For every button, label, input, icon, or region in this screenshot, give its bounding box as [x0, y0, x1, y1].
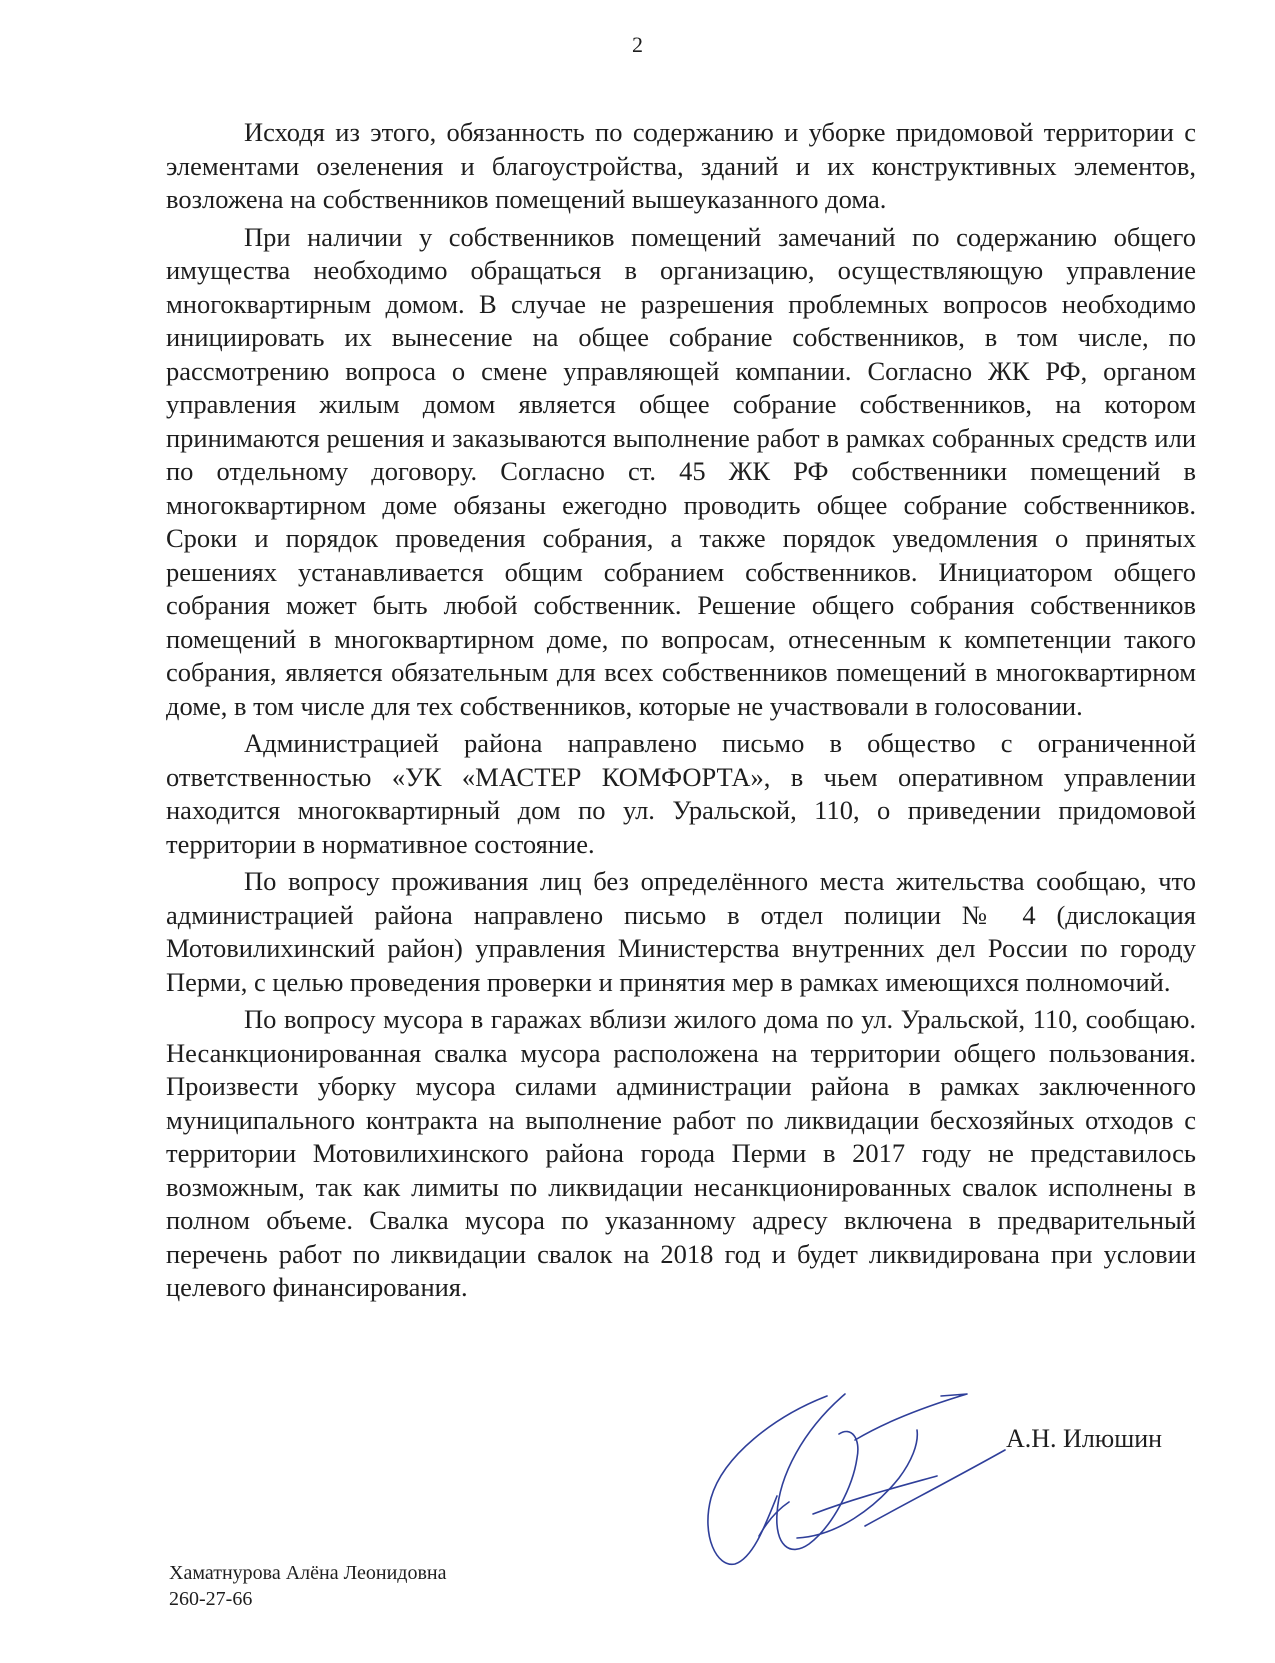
paragraph-owner-duty: Исходя из этого, обязанность по содержанию и уборке придомовой территории с элементами озеленения и благоустройства, зданий и их конструктивных элементов, возложена на собственников помещений вышеуказанного дома. [166, 117, 1196, 214]
paragraph-garbage-dump: По вопросу мусора в гаражах вблизи жилого дома по ул. Уральской, 110, сообщаю. Несанкционированная свалка мусора расположена на территории общего пользования. Произвести уборку мусора силами администрации района в рамках заключенного муниципального контракта на выполнение работ по ликвидации бесхозяйных отходов с территории Мотовилихинского района города Перми в 2017 году не представилось возможным, так как лимиты по ликвидации несанкционированных свалок исполнены в полном объеме. Свалка мусора по указанному адресу включена в предварительный перечень работ по ликвидации свалок на 2018 год и будет ликвидирована при условии целевого финансирования. [166, 1004, 1196, 1302]
executor-name: Хаматнурова Алёна Леонидовна [169, 1562, 447, 1584]
signer-name: А.Н. Илюшин [1006, 1424, 1163, 1453]
paragraph-general-meeting: При наличии у собственников помещений замечаний по содержанию общего имущества необходимо обращаться в организацию, осуществляющую управление многоквартирным домом. В случае не разрешения проблемных вопросов необходимо инициировать их вынесение на общее собрание собственников, в том числе, по рассмотрению вопроса о смене управляющей компании. Согласно ЖК РФ, органом управления жилым домом является общее собрание собственников, на котором принимаются решения и заказываются выполнение работ в рамках собранных средств или по отдельному договору. Согласно ст. 45 ЖК РФ собственники помещений в многоквартирном доме обязаны ежегодно проводить общее собрание собственников. Сроки и порядок проведения собрания, а также порядок уведомления о принятых решениях устанавливается общим собранием собственников. Инициатором общего собрания может быть любой собственник. Решение общего собрания собственников помещений в многоквартирном доме, по вопросам, отнесенным к компетенции такого собрания, является обязательным для всех собственников помещений в многоквартирном доме, в том числе для тех собственников, которые не участвовали в голосовании. [166, 221, 1196, 721]
page-number: 2 [632, 32, 643, 57]
executor-phone: 260-27-66 [169, 1588, 253, 1610]
handwritten-signature [705, 1386, 1025, 1576]
letter-body [166, 116, 1196, 1305]
paragraph-management-company-letter: Администрацией района направлено письмо в общество с ограниченной ответственностью «УК «МАСТЕР КОМФОРТА», в чьем оперативном управлении находится многоквартирный дом по ул. Уральской, 110, о приведении придомовой территории в нормативное состояние. [166, 728, 1196, 859]
paragraph-police-letter: По вопросу проживания лиц без определённого места жительства сообщаю, что администрацией района направлено письмо в отдел полиции № 4 (дислокация Мотовилихинский район) управления Министерства внутренних дел России по городу Перми, с целью проведения проверки и принятия мер в рамках имеющихся полномочий. [166, 866, 1196, 997]
executor-block [169, 1560, 447, 1612]
